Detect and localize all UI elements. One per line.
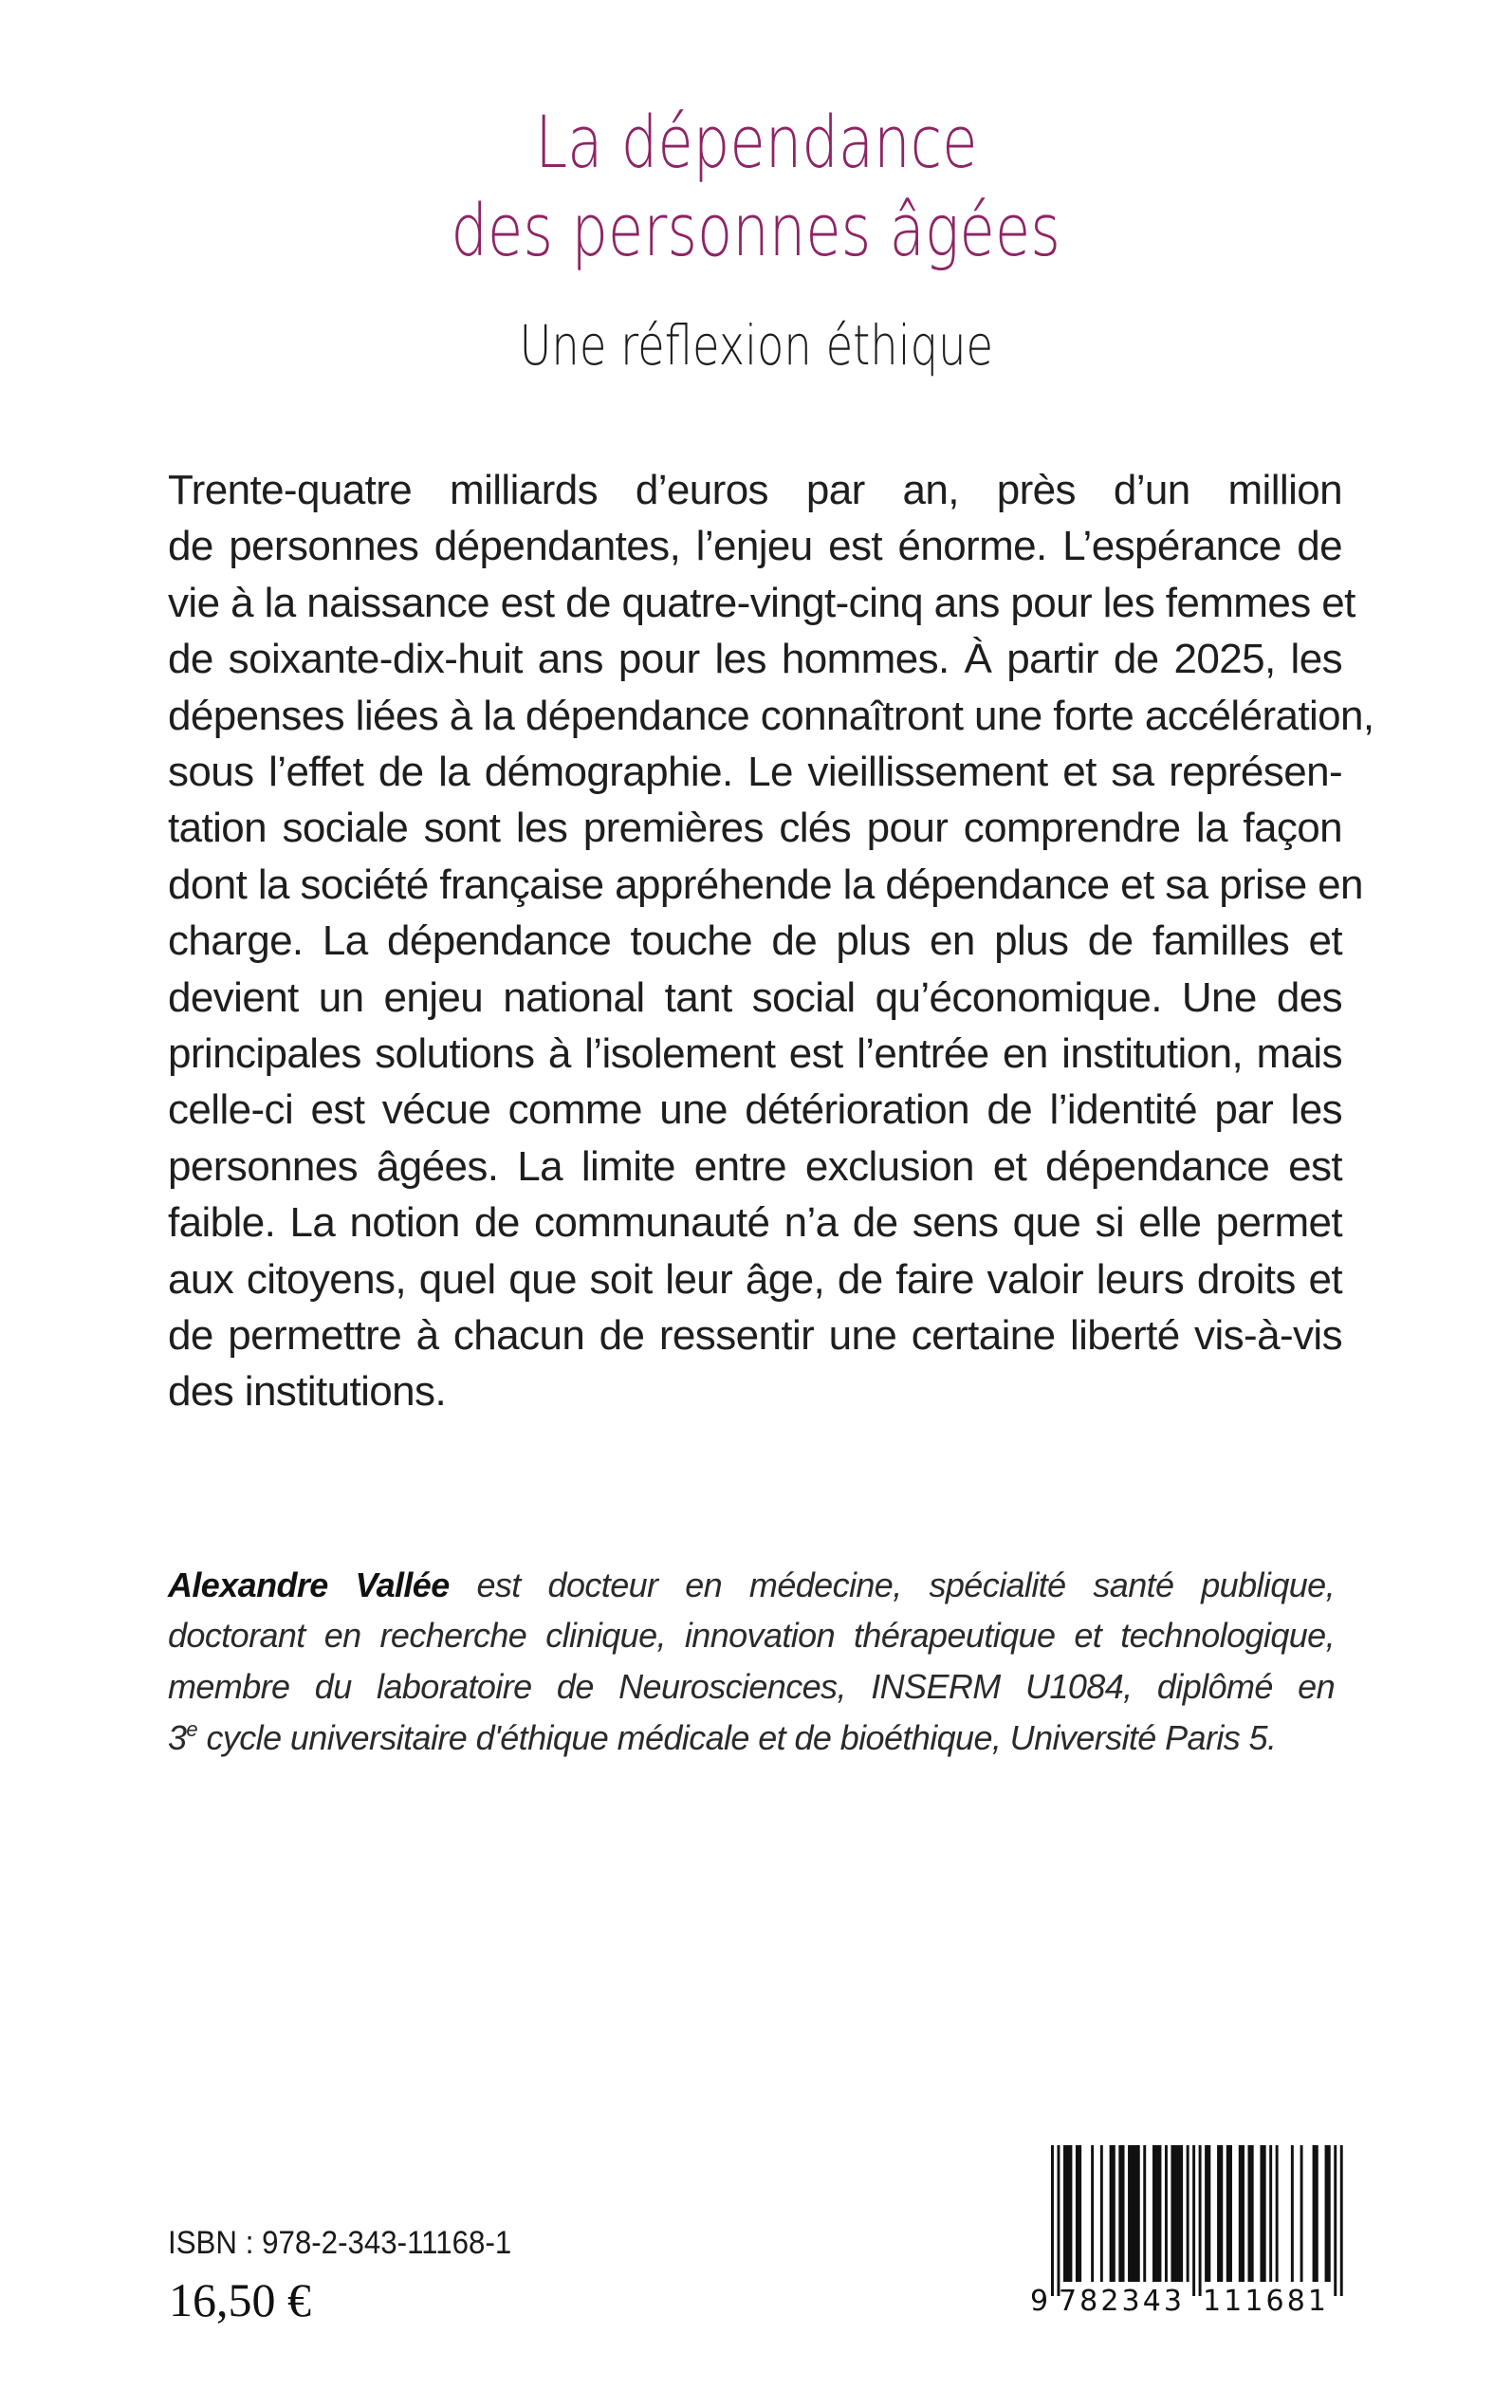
book-title-line-1 <box>0 100 1512 184</box>
author-bio-line <box>168 1560 1335 1611</box>
summary-line: aux citoyens, quel que soit leur âge, de faire valoir leurs droits et <box>168 1256 1342 1303</box>
summary-line: celle-ci est vécue comme une détérioration de l’identité par les <box>168 1086 1342 1133</box>
summary-line: de soixante-dix-huit ans pour les hommes. À partir de 2025, les <box>168 636 1342 682</box>
author-bio-text: est docteur en médecine, spécialité santé publique, <box>449 1565 1335 1604</box>
author-name: Alexandre Vallée <box>168 1565 450 1604</box>
summary-line: dépenses liées à la dépendance connaîtront une forte accélération, <box>168 693 1374 739</box>
barcode-first-digit: 9 <box>1030 2285 1049 2318</box>
summary-line: sous l’effet de la démographie. Le vieillissement et sa représen- <box>168 749 1342 795</box>
summary-line: dont la société française appréhende la dépendance et sa prise en <box>168 861 1363 908</box>
summary-line: de permettre à chacun de ressentir une certaine liberté vis-à-vis <box>168 1312 1342 1359</box>
author-bio-line: membre du laboratoire de Neurosciences, INSERM U1084, diplômé en <box>168 1667 1335 1706</box>
price-label: 16,50 € <box>169 2273 311 2326</box>
author-bio-line: doctorant en recherche clinique, innovation thérapeutique et technologique, <box>168 1616 1335 1655</box>
book-title-line-1-text: La dépendance <box>534 100 978 184</box>
summary-line: devient un enjeu national tant social qu’économique. Une des <box>168 974 1342 1021</box>
summary-line: personnes âgées. La limite entre exclusion et dépendance est <box>168 1143 1342 1190</box>
book-subtitle <box>0 313 1512 378</box>
barcode-left-digits: 7 8 2 3 4 3 <box>1059 2285 1182 2318</box>
isbn-label: ISBN : 978-2-343-11168-1 <box>168 2225 512 2261</box>
degree-cycle-superscript: e <box>186 1717 198 1741</box>
summary-line: charge. La dépendance touche de plus en plus de familles et <box>168 917 1342 964</box>
summary-line: faible. La notion de communauté n’a de sens que si elle permet <box>168 1199 1342 1246</box>
summary-line: principales solutions à l’isolement est l’entrée en institution, mais <box>168 1030 1342 1077</box>
summary-line-last: des institutions. <box>168 1368 447 1415</box>
barcode-right-digits: 1 1 1 6 8 1 <box>1203 2285 1326 2318</box>
author-bio-line-last <box>168 1713 1335 1764</box>
book-title-line-2 <box>0 188 1512 272</box>
summary-line: Trente-quatre milliards d’euros par an, près d’un million <box>168 467 1342 513</box>
summary-line: de personnes dépendantes, l’enjeu est énorme. L’espérance de <box>168 523 1342 569</box>
ean13-barcode-icon <box>1015 2139 1356 2320</box>
barcode-graphic <box>1015 2139 1356 2320</box>
book-subtitle-text: Une réflexion éthique <box>519 313 993 378</box>
summary-line: vie à la naissance est de quatre-vingt-cinq ans pour les femmes et <box>168 580 1355 626</box>
author-bio-text: cycle universitaire d'éthique médicale et de bioéthique, Université Paris 5. <box>197 1718 1277 1757</box>
degree-cycle-number: 3 <box>168 1718 187 1757</box>
summary-line: tation sociale sont les premières clés pour comprendre la façon <box>168 805 1342 851</box>
book-title-line-2-text: des personnes âgées <box>451 188 1061 272</box>
